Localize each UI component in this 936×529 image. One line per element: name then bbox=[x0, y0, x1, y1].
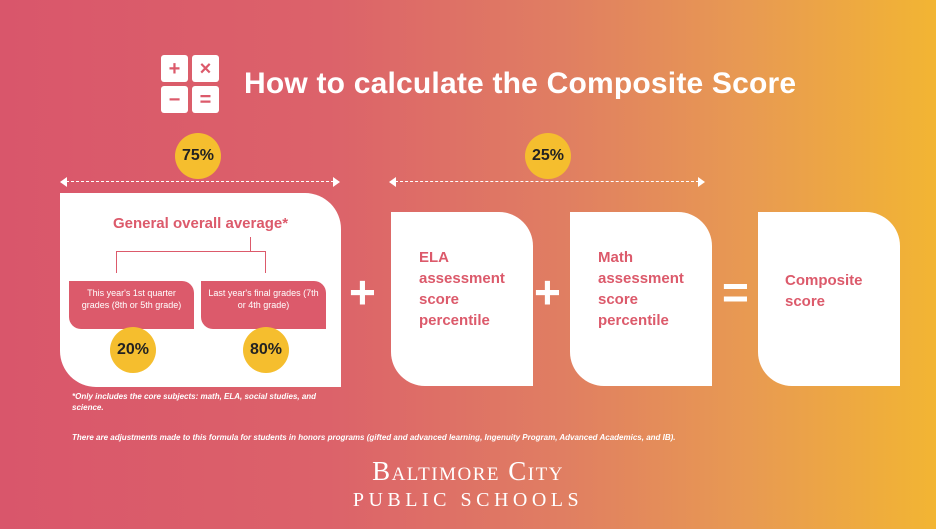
general-average-card bbox=[60, 193, 341, 387]
core-subjects-note: *Only includes the core subjects: math, ELA, social studies, and science. bbox=[72, 392, 317, 412]
ela-card bbox=[391, 212, 533, 386]
composite-card-label: Composite score bbox=[785, 272, 863, 310]
equals-operator-icon: = bbox=[722, 266, 749, 318]
arrowhead-left-icon bbox=[389, 177, 396, 187]
weight-badge-20: 20% bbox=[110, 327, 156, 373]
composite-card bbox=[758, 212, 900, 386]
math-card bbox=[570, 212, 712, 386]
weight-badge-25: 25% bbox=[525, 133, 571, 179]
calculator-icon bbox=[161, 55, 219, 113]
arrowhead-right-icon bbox=[333, 177, 340, 187]
sub-box-last-year: Last year's final grades (7th or 4th grade) bbox=[201, 281, 326, 329]
math-card-label: Math assessment score percentile bbox=[598, 249, 684, 329]
connector-right bbox=[265, 251, 266, 273]
logo-line-2: PUBLIC SCHOOLS bbox=[352, 489, 584, 511]
dashed-line bbox=[395, 181, 699, 182]
minus-icon: − bbox=[161, 86, 188, 113]
page-title: How to calculate the Composite Score bbox=[244, 67, 797, 100]
weight-badge-75: 75% bbox=[175, 133, 221, 179]
times-icon: × bbox=[192, 55, 219, 82]
logo-line-1 bbox=[0, 456, 936, 487]
ela-card-label: ELA assessment score percentile bbox=[419, 249, 505, 329]
plus-icon: + bbox=[161, 55, 188, 82]
connector-stem bbox=[250, 237, 251, 251]
sub-box-this-year: This year's 1st quarter grades (8th or 5th grade) bbox=[69, 281, 194, 329]
general-average-title: General overall average* bbox=[112, 215, 289, 232]
span-arrow-right bbox=[389, 177, 705, 187]
weight-badge-80: 80% bbox=[243, 327, 289, 373]
adjustments-note: There are adjustments made to this formula for students in honors programs (gifted and advanced learning, Ingenuity Program, Advanced Academics, and IB). bbox=[72, 433, 676, 442]
logo-line-1-text: Baltimore City bbox=[372, 456, 564, 486]
connector-bar bbox=[116, 251, 266, 252]
dashed-line bbox=[66, 181, 334, 182]
plus-operator-icon: + bbox=[534, 266, 561, 318]
connector-left bbox=[116, 251, 117, 273]
arrowhead-right-icon bbox=[698, 177, 705, 187]
plus-operator-icon: + bbox=[349, 266, 376, 318]
arrowhead-left-icon bbox=[60, 177, 67, 187]
span-arrow-left bbox=[60, 177, 340, 187]
equals-icon: = bbox=[192, 86, 219, 113]
